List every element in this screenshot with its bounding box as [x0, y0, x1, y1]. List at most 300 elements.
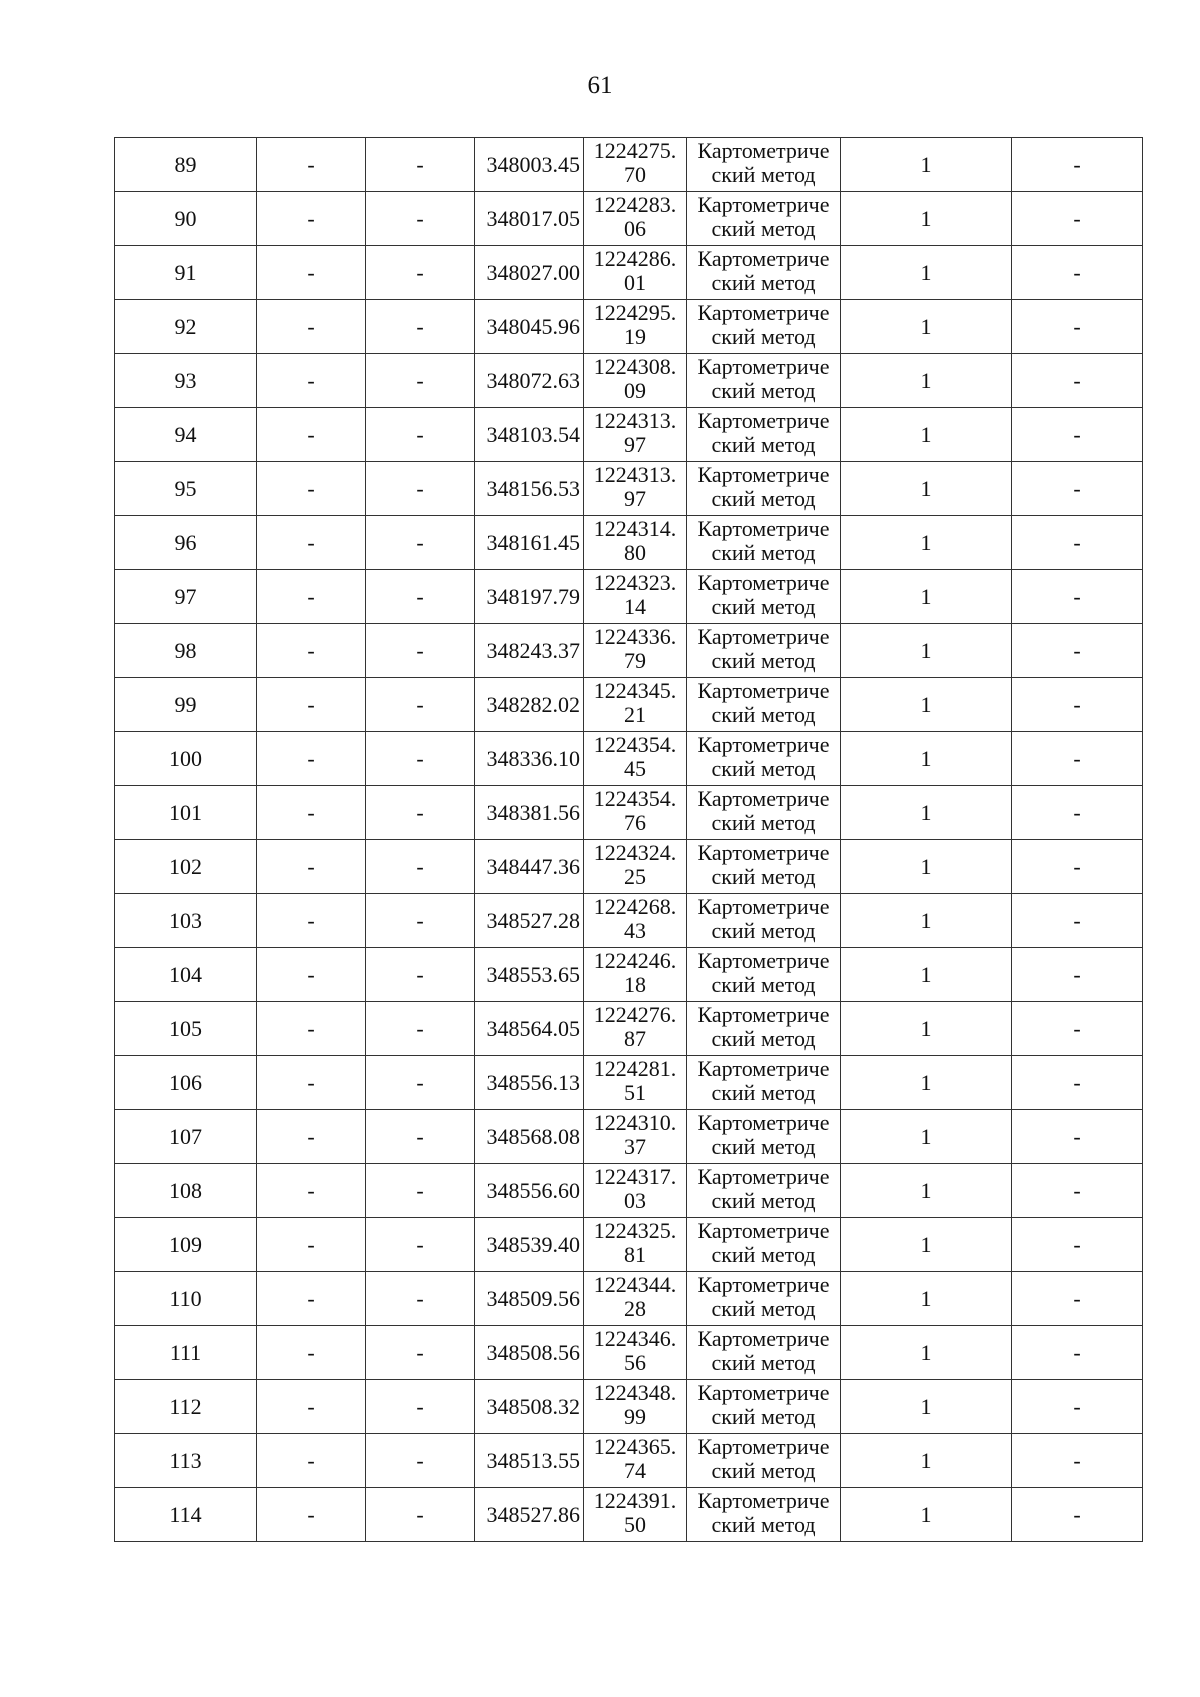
y-coordinate-cell-line-2: 37: [624, 1134, 646, 1159]
y-coordinate-cell: [584, 1218, 687, 1272]
method-cell-line-2: ский метод: [711, 432, 816, 457]
y-coordinate-cell: [584, 1164, 687, 1218]
method-cell-line-2: ский метод: [711, 216, 816, 241]
point-number-cell: 104: [115, 948, 257, 1002]
method-cell: [687, 1380, 841, 1434]
dash-cell: -: [257, 1326, 366, 1380]
y-coordinate-cell-line-1: 1224313.: [593, 462, 677, 487]
y-coordinate-cell: [584, 354, 687, 408]
y-coordinate-cell: [584, 462, 687, 516]
dash-cell: -: [257, 1488, 366, 1542]
dash-cell: -: [366, 1380, 475, 1434]
y-coordinate-cell-line-2: 43: [624, 918, 646, 943]
y-coordinate-cell: [584, 408, 687, 462]
method-cell-line-2: ский метод: [711, 1134, 816, 1159]
dash-cell: -: [1012, 678, 1143, 732]
method-cell-line-1: Картометриче: [697, 1488, 830, 1513]
dash-cell: -: [366, 1056, 475, 1110]
y-coordinate-cell-line-2: 45: [624, 756, 646, 781]
method-cell-line-2: ский метод: [711, 918, 816, 943]
point-number-cell: 103: [115, 894, 257, 948]
x-coordinate-cell: 348556.60: [475, 1164, 584, 1218]
method-cell-line-1: Картометриче: [697, 408, 830, 433]
method-cell: [687, 840, 841, 894]
x-coordinate-cell: 348508.32: [475, 1380, 584, 1434]
table-row: [115, 570, 1143, 624]
method-cell-line-1: Картометриче: [697, 786, 830, 811]
dash-cell: -: [257, 1272, 366, 1326]
method-cell-line-1: Картометриче: [697, 192, 830, 217]
accuracy-cell: 1: [841, 246, 1012, 300]
method-cell-line-1: Картометриче: [697, 894, 830, 919]
method-cell-line-2: ский метод: [711, 810, 816, 835]
y-coordinate-cell-line-1: 1224308.: [593, 354, 677, 379]
accuracy-cell: 1: [841, 894, 1012, 948]
y-coordinate-cell: [584, 1002, 687, 1056]
table-row: [115, 1002, 1143, 1056]
table-body: [115, 138, 1143, 1542]
dash-cell: -: [366, 138, 475, 192]
method-cell-line-1: Картометриче: [697, 138, 830, 163]
accuracy-cell: 1: [841, 462, 1012, 516]
y-coordinate-cell-line-2: 56: [624, 1350, 646, 1375]
y-coordinate-cell-line-1: 1224275.: [593, 138, 677, 163]
method-cell: [687, 678, 841, 732]
y-coordinate-cell-line-1: 1224314.: [593, 516, 677, 541]
dash-cell: -: [1012, 894, 1143, 948]
method-cell-line-1: Картометриче: [697, 570, 830, 595]
method-cell: [687, 570, 841, 624]
dash-cell: -: [257, 1164, 366, 1218]
y-coordinate-cell-line-2: 97: [624, 432, 646, 457]
dash-cell: -: [1012, 354, 1143, 408]
method-cell-line-2: ский метод: [711, 540, 816, 565]
table-row: [115, 624, 1143, 678]
accuracy-cell: 1: [841, 354, 1012, 408]
dash-cell: -: [366, 1434, 475, 1488]
method-cell: [687, 1002, 841, 1056]
y-coordinate-cell: [584, 192, 687, 246]
dash-cell: -: [1012, 1110, 1143, 1164]
method-cell-line-1: Картометриче: [697, 732, 830, 757]
dash-cell: -: [366, 1002, 475, 1056]
table-row: [115, 192, 1143, 246]
point-number-cell: 106: [115, 1056, 257, 1110]
y-coordinate-cell-line-1: 1224346.: [593, 1326, 677, 1351]
dash-cell: -: [366, 354, 475, 408]
dash-cell: -: [366, 246, 475, 300]
method-cell-line-1: Картометриче: [697, 246, 830, 271]
dash-cell: -: [366, 840, 475, 894]
dash-cell: -: [257, 732, 366, 786]
method-cell: [687, 516, 841, 570]
dash-cell: -: [1012, 1326, 1143, 1380]
table-row: [115, 408, 1143, 462]
dash-cell: -: [366, 624, 475, 678]
dash-cell: -: [366, 570, 475, 624]
x-coordinate-cell: 348447.36: [475, 840, 584, 894]
dash-cell: -: [257, 192, 366, 246]
accuracy-cell: 1: [841, 1110, 1012, 1164]
method-cell-line-2: ский метод: [711, 324, 816, 349]
y-coordinate-cell-line-2: 21: [624, 702, 646, 727]
y-coordinate-cell: [584, 1434, 687, 1488]
dash-cell: -: [257, 624, 366, 678]
table-row: [115, 1326, 1143, 1380]
dash-cell: -: [366, 1218, 475, 1272]
dash-cell: -: [1012, 1380, 1143, 1434]
table-row: [115, 1218, 1143, 1272]
dash-cell: -: [1012, 246, 1143, 300]
dash-cell: -: [257, 678, 366, 732]
dash-cell: -: [1012, 570, 1143, 624]
method-cell-line-1: Картометриче: [697, 1272, 830, 1297]
method-cell-line-1: Картометриче: [697, 1218, 830, 1243]
method-cell-line-2: ский метод: [711, 1242, 816, 1267]
accuracy-cell: 1: [841, 840, 1012, 894]
method-cell-line-1: Картометриче: [697, 1380, 830, 1405]
accuracy-cell: 1: [841, 138, 1012, 192]
x-coordinate-cell: 348161.45: [475, 516, 584, 570]
y-coordinate-cell-line-1: 1224317.: [593, 1164, 677, 1189]
point-number-cell: 89: [115, 138, 257, 192]
dash-cell: -: [366, 1110, 475, 1164]
point-number-cell: 95: [115, 462, 257, 516]
y-coordinate-cell-line-1: 1224286.: [593, 246, 677, 271]
dash-cell: -: [366, 462, 475, 516]
dash-cell: -: [257, 840, 366, 894]
accuracy-cell: 1: [841, 1488, 1012, 1542]
x-coordinate-cell: 348568.08: [475, 1110, 584, 1164]
table-row: [115, 1272, 1143, 1326]
dash-cell: -: [366, 1272, 475, 1326]
x-coordinate-cell: 348003.45: [475, 138, 584, 192]
method-cell-line-2: ский метод: [711, 1026, 816, 1051]
x-coordinate-cell: 348282.02: [475, 678, 584, 732]
y-coordinate-cell-line-2: 19: [624, 324, 646, 349]
accuracy-cell: 1: [841, 516, 1012, 570]
method-cell-line-1: Картометриче: [697, 462, 830, 487]
y-coordinate-cell: [584, 300, 687, 354]
dash-cell: -: [257, 1380, 366, 1434]
method-cell-line-2: ский метод: [711, 1350, 816, 1375]
x-coordinate-cell: 348508.56: [475, 1326, 584, 1380]
table-row: [115, 1056, 1143, 1110]
method-cell: [687, 1218, 841, 1272]
method-cell-line-2: ский метод: [711, 1404, 816, 1429]
method-cell: [687, 354, 841, 408]
dash-cell: -: [257, 1434, 366, 1488]
point-number-cell: 114: [115, 1488, 257, 1542]
y-coordinate-cell-line-1: 1224354.: [593, 786, 677, 811]
method-cell-line-2: ский метод: [711, 1296, 816, 1321]
x-coordinate-cell: 348156.53: [475, 462, 584, 516]
y-coordinate-cell: [584, 894, 687, 948]
method-cell-line-1: Картометриче: [697, 1326, 830, 1351]
point-number-cell: 105: [115, 1002, 257, 1056]
point-number-cell: 110: [115, 1272, 257, 1326]
method-cell-line-2: ский метод: [711, 378, 816, 403]
dash-cell: -: [257, 1110, 366, 1164]
x-coordinate-cell: 348527.28: [475, 894, 584, 948]
dash-cell: -: [366, 948, 475, 1002]
method-cell-line-2: ский метод: [711, 756, 816, 781]
y-coordinate-cell-line-2: 03: [624, 1188, 646, 1213]
method-cell: [687, 894, 841, 948]
point-number-cell: 97: [115, 570, 257, 624]
dash-cell: -: [257, 138, 366, 192]
method-cell: [687, 732, 841, 786]
y-coordinate-cell-line-1: 1224283.: [593, 192, 677, 217]
y-coordinate-cell-line-2: 50: [624, 1512, 646, 1537]
point-number-cell: 90: [115, 192, 257, 246]
accuracy-cell: 1: [841, 948, 1012, 1002]
dash-cell: -: [1012, 192, 1143, 246]
dash-cell: -: [366, 732, 475, 786]
dash-cell: -: [366, 516, 475, 570]
table-row: [115, 516, 1143, 570]
x-coordinate-cell: 348336.10: [475, 732, 584, 786]
x-coordinate-cell: 348564.05: [475, 1002, 584, 1056]
x-coordinate-cell: 348527.86: [475, 1488, 584, 1542]
point-number-cell: 107: [115, 1110, 257, 1164]
dash-cell: -: [1012, 1434, 1143, 1488]
dash-cell: -: [257, 1056, 366, 1110]
accuracy-cell: 1: [841, 1380, 1012, 1434]
y-coordinate-cell-line-2: 99: [624, 1404, 646, 1429]
dash-cell: -: [257, 1218, 366, 1272]
point-number-cell: 99: [115, 678, 257, 732]
dash-cell: -: [366, 678, 475, 732]
dash-cell: -: [366, 1326, 475, 1380]
dash-cell: -: [257, 894, 366, 948]
y-coordinate-cell: [584, 678, 687, 732]
accuracy-cell: 1: [841, 570, 1012, 624]
y-coordinate-cell-line-1: 1224354.: [593, 732, 677, 757]
method-cell: [687, 1488, 841, 1542]
accuracy-cell: 1: [841, 1056, 1012, 1110]
method-cell-line-1: Картометриче: [697, 678, 830, 703]
dash-cell: -: [1012, 786, 1143, 840]
coordinates-table: [114, 137, 1143, 1542]
method-cell-line-1: Картометриче: [697, 1056, 830, 1081]
method-cell-line-1: Картометриче: [697, 516, 830, 541]
method-cell-line-2: ский метод: [711, 702, 816, 727]
table-row: [115, 678, 1143, 732]
method-cell-line-1: Картометриче: [697, 1434, 830, 1459]
point-number-cell: 102: [115, 840, 257, 894]
method-cell: [687, 1110, 841, 1164]
y-coordinate-cell: [584, 516, 687, 570]
dash-cell: -: [1012, 732, 1143, 786]
method-cell: [687, 192, 841, 246]
dash-cell: -: [1012, 1272, 1143, 1326]
y-coordinate-cell: [584, 786, 687, 840]
dash-cell: -: [1012, 1002, 1143, 1056]
accuracy-cell: 1: [841, 678, 1012, 732]
method-cell-line-1: Картометриче: [697, 1164, 830, 1189]
y-coordinate-cell-line-2: 25: [624, 864, 646, 889]
table-row: [115, 300, 1143, 354]
y-coordinate-cell: [584, 732, 687, 786]
point-number-cell: 93: [115, 354, 257, 408]
dash-cell: -: [366, 300, 475, 354]
method-cell-line-1: Картометриче: [697, 1110, 830, 1135]
dash-cell: -: [366, 894, 475, 948]
x-coordinate-cell: 348509.56: [475, 1272, 584, 1326]
dash-cell: -: [1012, 138, 1143, 192]
y-coordinate-cell-line-1: 1224310.: [593, 1110, 677, 1135]
y-coordinate-cell-line-1: 1224324.: [593, 840, 677, 865]
point-number-cell: 113: [115, 1434, 257, 1488]
table-row: [115, 786, 1143, 840]
accuracy-cell: 1: [841, 1326, 1012, 1380]
y-coordinate-cell-line-2: 87: [624, 1026, 646, 1051]
y-coordinate-cell-line-2: 97: [624, 486, 646, 511]
table-row: [115, 1488, 1143, 1542]
table-row: [115, 138, 1143, 192]
y-coordinate-cell-line-2: 74: [624, 1458, 646, 1483]
y-coordinate-cell-line-1: 1224323.: [593, 570, 677, 595]
dash-cell: -: [1012, 300, 1143, 354]
accuracy-cell: 1: [841, 624, 1012, 678]
y-coordinate-cell-line-1: 1224276.: [593, 1002, 677, 1027]
dash-cell: -: [257, 516, 366, 570]
y-coordinate-cell-line-2: 81: [624, 1242, 646, 1267]
method-cell-line-2: ский метод: [711, 1080, 816, 1105]
table-row: [115, 1164, 1143, 1218]
dash-cell: -: [366, 1488, 475, 1542]
dash-cell: -: [257, 462, 366, 516]
method-cell-line-2: ский метод: [711, 972, 816, 997]
table-row: [115, 894, 1143, 948]
dash-cell: -: [257, 300, 366, 354]
y-coordinate-cell-line-1: 1224313.: [593, 408, 677, 433]
y-coordinate-cell: [584, 1488, 687, 1542]
table-row: [115, 1110, 1143, 1164]
dash-cell: -: [1012, 1056, 1143, 1110]
x-coordinate-cell: 348556.13: [475, 1056, 584, 1110]
x-coordinate-cell: 348103.54: [475, 408, 584, 462]
method-cell: [687, 1272, 841, 1326]
y-coordinate-cell: [584, 1380, 687, 1434]
method-cell: [687, 300, 841, 354]
method-cell: [687, 786, 841, 840]
dash-cell: -: [1012, 1164, 1143, 1218]
x-coordinate-cell: 348513.55: [475, 1434, 584, 1488]
table-row: [115, 462, 1143, 516]
y-coordinate-cell-line-1: 1224295.: [593, 300, 677, 325]
y-coordinate-cell-line-2: 06: [624, 216, 646, 241]
method-cell-line-1: Картометриче: [697, 354, 830, 379]
y-coordinate-cell-line-1: 1224345.: [593, 678, 677, 703]
method-cell-line-1: Картометриче: [697, 624, 830, 649]
table-row: [115, 732, 1143, 786]
method-cell: [687, 624, 841, 678]
y-coordinate-cell: [584, 948, 687, 1002]
y-coordinate-cell-line-2: 18: [624, 972, 646, 997]
accuracy-cell: 1: [841, 192, 1012, 246]
point-number-cell: 96: [115, 516, 257, 570]
y-coordinate-cell: [584, 840, 687, 894]
dash-cell: -: [1012, 948, 1143, 1002]
point-number-cell: 91: [115, 246, 257, 300]
y-coordinate-cell-line-2: 76: [624, 810, 646, 835]
method-cell-line-2: ский метод: [711, 864, 816, 889]
dash-cell: -: [1012, 408, 1143, 462]
y-coordinate-cell-line-2: 70: [624, 162, 646, 187]
y-coordinate-cell: [584, 1056, 687, 1110]
method-cell-line-2: ский метод: [711, 1458, 816, 1483]
x-coordinate-cell: 348243.37: [475, 624, 584, 678]
y-coordinate-cell: [584, 1272, 687, 1326]
x-coordinate-cell: 348381.56: [475, 786, 584, 840]
dash-cell: -: [1012, 516, 1143, 570]
y-coordinate-cell-line-1: 1224336.: [593, 624, 677, 649]
dash-cell: -: [257, 570, 366, 624]
table-row: [115, 246, 1143, 300]
method-cell: [687, 1056, 841, 1110]
y-coordinate-cell-line-1: 1224268.: [593, 894, 677, 919]
point-number-cell: 111: [115, 1326, 257, 1380]
page-number: 61: [587, 72, 613, 99]
table-row: [115, 1380, 1143, 1434]
x-coordinate-cell: 348553.65: [475, 948, 584, 1002]
y-coordinate-cell-line-2: 51: [624, 1080, 646, 1105]
y-coordinate-cell-line-1: 1224325.: [593, 1218, 677, 1243]
y-coordinate-cell-line-1: 1224246.: [593, 948, 677, 973]
y-coordinate-cell-line-1: 1224348.: [593, 1380, 677, 1405]
method-cell: [687, 138, 841, 192]
method-cell-line-2: ский метод: [711, 1188, 816, 1213]
point-number-cell: 108: [115, 1164, 257, 1218]
y-coordinate-cell: [584, 138, 687, 192]
accuracy-cell: 1: [841, 1164, 1012, 1218]
method-cell-line-1: Картометриче: [697, 300, 830, 325]
y-coordinate-cell-line-1: 1224391.: [593, 1488, 677, 1513]
method-cell-line-2: ский метод: [711, 162, 816, 187]
method-cell: [687, 1434, 841, 1488]
y-coordinate-cell-line-1: 1224344.: [593, 1272, 677, 1297]
dash-cell: -: [1012, 840, 1143, 894]
point-number-cell: 112: [115, 1380, 257, 1434]
table-row: [115, 840, 1143, 894]
method-cell-line-2: ский метод: [711, 270, 816, 295]
method-cell-line-1: Картометриче: [697, 840, 830, 865]
dash-cell: -: [1012, 1218, 1143, 1272]
dash-cell: -: [257, 1002, 366, 1056]
dash-cell: -: [257, 948, 366, 1002]
point-number-cell: 94: [115, 408, 257, 462]
method-cell: [687, 246, 841, 300]
dash-cell: -: [366, 1164, 475, 1218]
accuracy-cell: 1: [841, 408, 1012, 462]
point-number-cell: 92: [115, 300, 257, 354]
y-coordinate-cell-line-1: 1224365.: [593, 1434, 677, 1459]
accuracy-cell: 1: [841, 732, 1012, 786]
point-number-cell: 100: [115, 732, 257, 786]
accuracy-cell: 1: [841, 1434, 1012, 1488]
dash-cell: -: [366, 192, 475, 246]
y-coordinate-cell-line-2: 01: [624, 270, 646, 295]
y-coordinate-cell-line-2: 28: [624, 1296, 646, 1321]
method-cell: [687, 948, 841, 1002]
method-cell: [687, 1164, 841, 1218]
method-cell-line-2: ский метод: [711, 648, 816, 673]
table-row: [115, 354, 1143, 408]
method-cell-line-2: ский метод: [711, 594, 816, 619]
y-coordinate-cell-line-2: 79: [624, 648, 646, 673]
